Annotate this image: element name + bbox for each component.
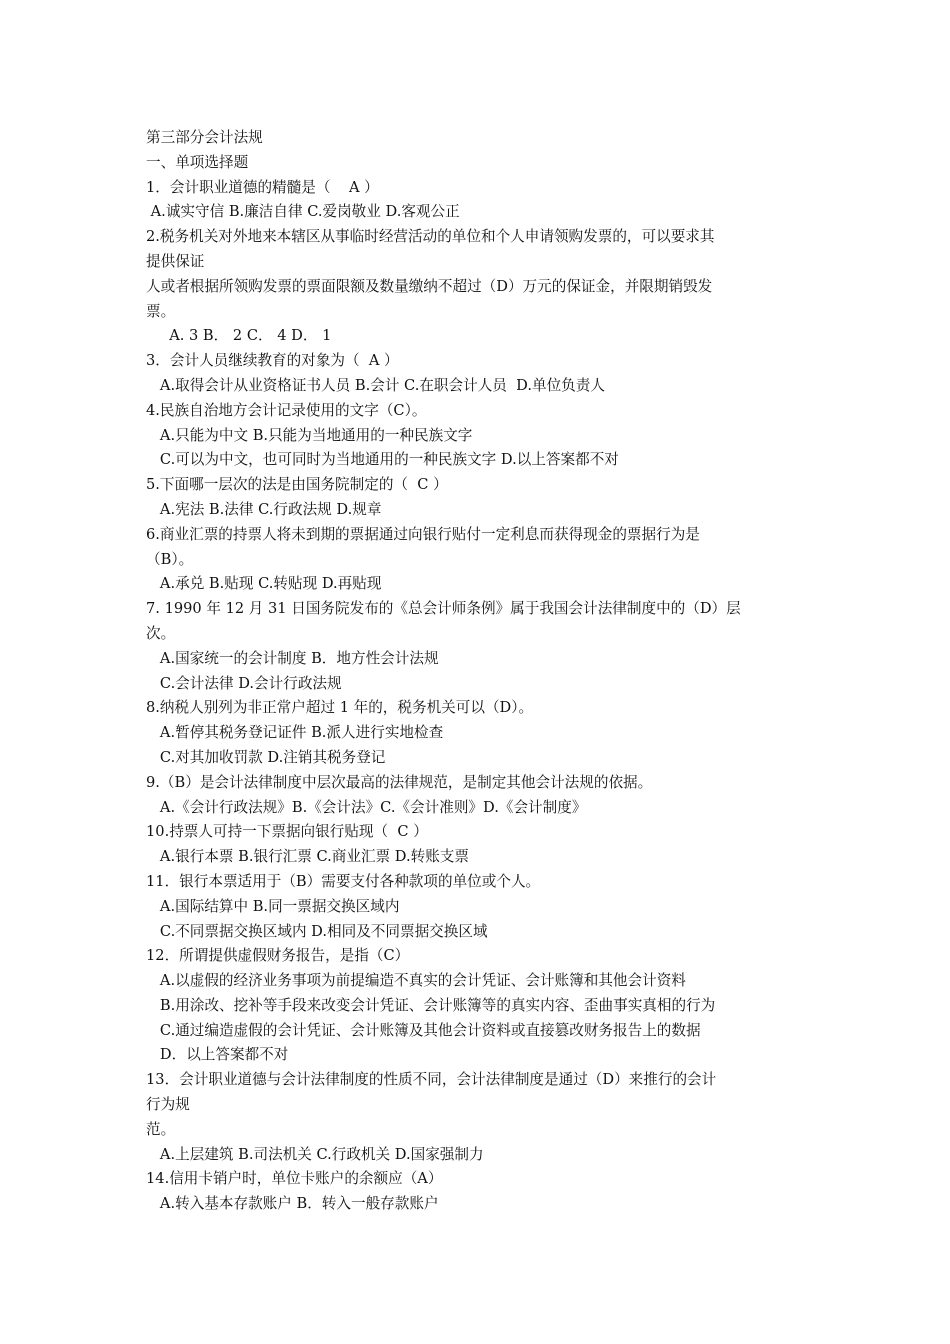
section-title: 第三部分会计法规 [146,129,263,146]
question-3-options: A.取得会计从业资格证书人员 B.会计 C.在职会计人员 D.单位负责人 [146,376,605,394]
question-6-line-2: （B）。 [146,550,194,568]
question-7-line-1: 7. 1990 年 12 月 31 日国务院发布的《总会计师条例》属于我国会计法律制度中的（D）层 [146,600,741,618]
question-11-options-2: C.不同票据交换区域内 D.相同及不同票据交换区域 [146,922,488,940]
question-5-options: A.宪法 B.法律 C.行政法规 D.规章 [146,500,382,518]
question-5: 5.下面哪一层次的法是由国务院制定的（ C ） [146,476,448,494]
question-14: 14.信用卡销户时，单位卡账户的余额应（A） [146,1170,443,1188]
question-12-option-d: D．以上答案都不对 [146,1046,289,1064]
question-12-option-c: C.通过编造虚假的会计凭证、会计账簿及其他会计资料或直接篡改财务报告上的数据 [146,1021,701,1039]
question-4-options-1: A.只能为中文 B.只能为当地通用的一种民族文字 [146,426,473,444]
question-13-options: A.上层建筑 B.司法机关 C.行政机关 D.国家强制力 [146,1145,484,1163]
question-6-options: A.承兑 B.贴现 C.转贴现 D.再贴现 [146,575,382,593]
question-3: 3．会计人员继续教育的对象为（ A ） [146,352,399,370]
question-7-line-2: 次。 [146,624,176,642]
document-page [146,126,816,1217]
question-12-option-a: A.以虚假的经济业务事项为前提编造不真实的会计凭证、会计账簿和其他会计资料 [146,972,686,990]
question-6-line-1: 6.商业汇票的持票人将未到期的票据通过向银行贴付一定利息而获得现金的票据行为是 [146,525,700,543]
question-7-options-1: A.国家统一的会计制度 B．地方性会计法规 [146,649,439,667]
question-8: 8.纳税人别列为非正常户超过 1 年的，税务机关可以（D）。 [146,699,534,717]
question-4: 4.民族自治地方会计记录使用的文字（C）。 [146,401,427,419]
question-7-options-2: C.会计法律 D.会计行政法规 [146,674,342,692]
question-10: 10.持票人可持一下票据向银行贴现（ C ） [146,823,428,841]
question-13-line-2: 行为规 [146,1096,190,1114]
question-2-options: A. 3 B． 2 C． 4 D． 1 [146,327,332,345]
question-13-line-1: 13．会计职业道德与会计法律制度的性质不同，会计法律制度是通过（D）来推行的会计 [146,1071,717,1089]
question-9: 9.（B）是会计法律制度中层次最高的法律规范，是制定其他会计法规的依据。 [146,773,653,791]
question-8-options-1: A.暂停其税务登记证件 B.派人进行实地检查 [146,724,444,742]
question-11: 11．银行本票适用于（B）需要支付各种款项的单位或个人。 [146,872,541,890]
question-1-options: A.诚实守信 B.廉洁自律 C.爱岗敬业 D.客观公正 [146,203,460,221]
question-12-option-b: B.用涂改、挖补等手段来改变会计凭证、会计账簿等的真实内容、歪曲事实真相的行为 [146,996,716,1014]
question-9-options: A.《会计行政法规》B.《会计法》C.《会计准则》D.《会计制度》 [146,798,587,816]
question-2-line-4: 票。 [146,302,176,320]
question-1: 1．会计职业道德的精髓是（ A ） [146,178,379,196]
question-14-options: A.转入基本存款账户 B．转入一般存款账户 [146,1195,439,1213]
question-8-options-2: C.对其加收罚款 D.注销其税务登记 [146,748,386,766]
question-10-options: A.银行本票 B.银行汇票 C.商业汇票 D.转账支票 [146,848,469,866]
question-2-line-2: 提供保证 [146,252,205,270]
question-13-line-3: 范。 [146,1120,176,1138]
question-11-options-1: A.国际结算中 B.同一票据交换区域内 [146,897,400,915]
question-4-options-2: C.可以为中文，也可同时为当地通用的一种民族文字 D.以上答案都不对 [146,451,619,469]
question-2-line-1: 2.税务机关对外地来本辖区从事临时经营活动的单位和个人申请领购发票的，可以要求其 [146,228,715,246]
question-2-line-3: 人或者根据所领购发票的票面限额及数量缴纳不超过（D）万元的保证金，并限期销毁发 [146,277,713,295]
question-12: 12．所谓提供虚假财务报告，是指（C） [146,947,410,965]
subsection-title: 一、单项选择题 [146,153,249,171]
